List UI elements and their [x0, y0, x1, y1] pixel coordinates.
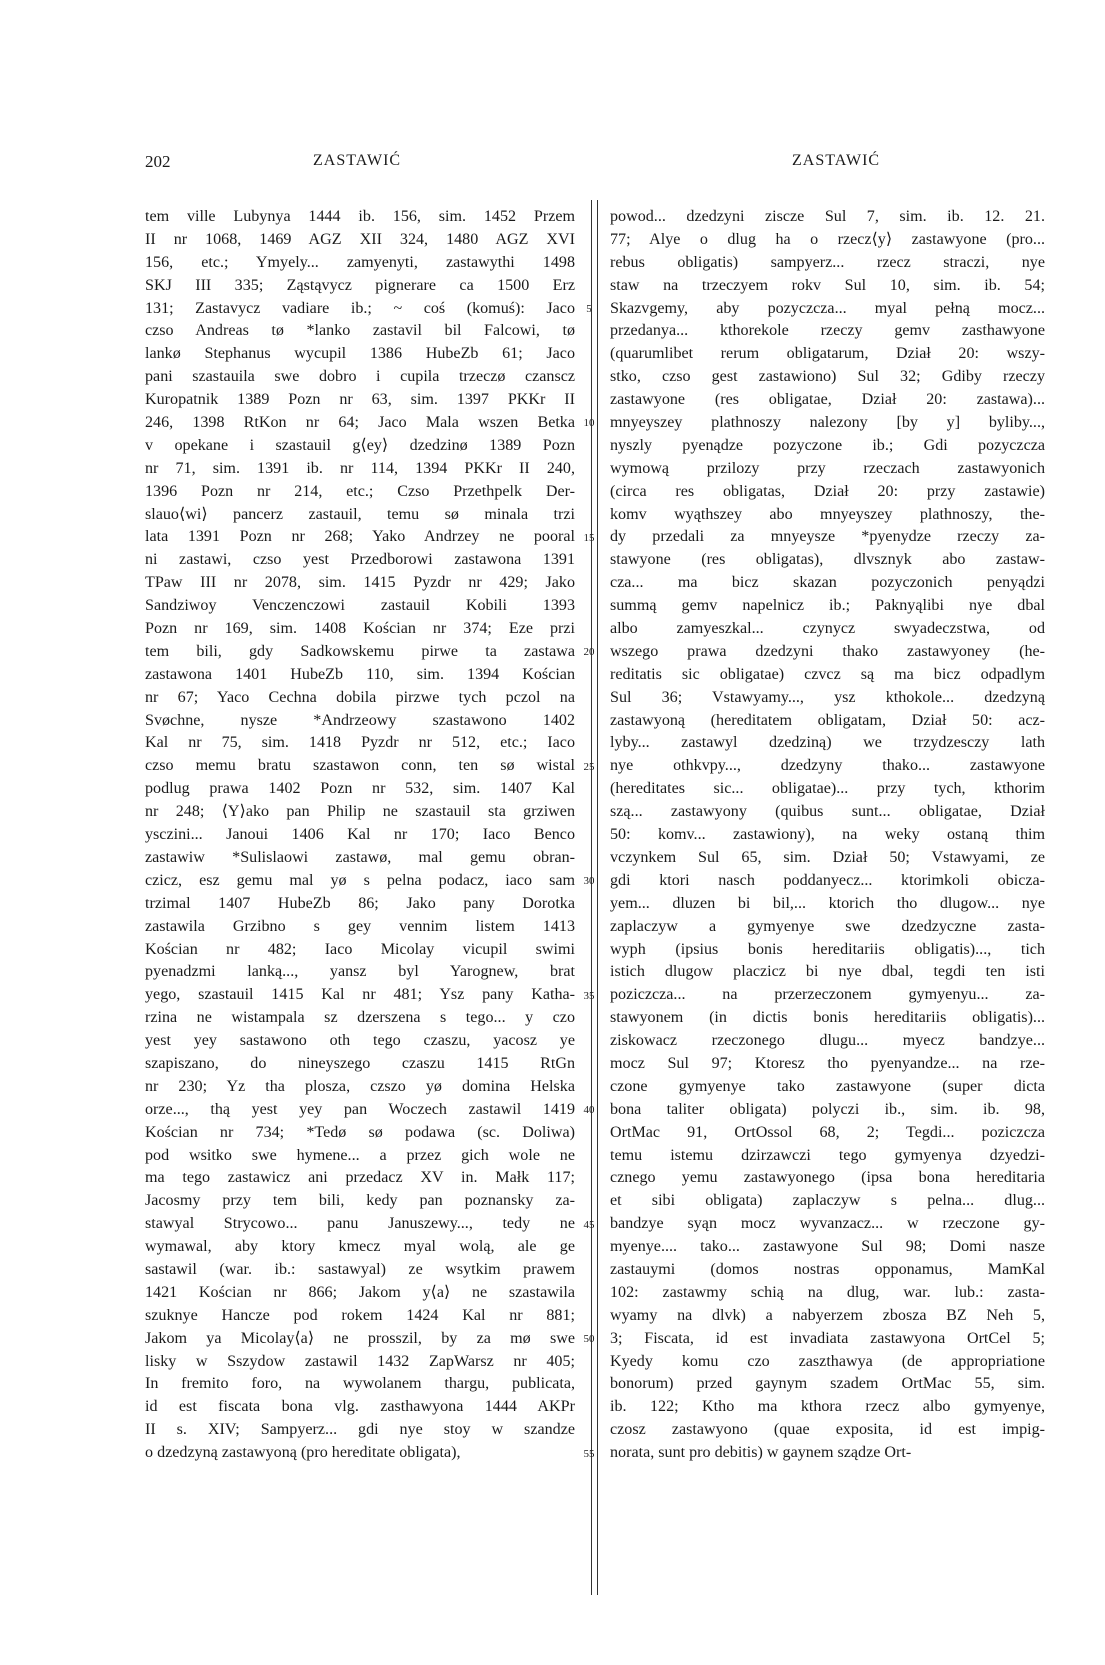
text-line: cza... ma bicz skazan pozyczonich penyądzi	[610, 574, 1045, 592]
text-line: rebus obligatis) sampyerz... rzecz straczi, nye	[610, 253, 1045, 271]
text-line: czso memu bratu szastawon conn, ten sø wistal	[145, 757, 575, 775]
line-number: 20	[583, 646, 595, 659]
text-line: nyszly pyenądze pozyczone ib.; Gdi pozyczcza	[610, 436, 1045, 454]
column-divider-left	[591, 200, 592, 1595]
text-line: cznego yemu zastawyonego (ipsa bona hereditaria	[610, 1169, 1045, 1187]
text-line: TPaw III nr 2078, sim. 1415 Pyzdr nr 429; Jako	[145, 574, 575, 592]
text-line: wyph (ipsius bonis hereditariis obligatis)..., tich	[610, 940, 1045, 958]
line-number: 5	[586, 302, 592, 315]
text-line: tem bili, gdy Sadkowskemu pirwe ta zastawa	[145, 642, 575, 660]
text-line: pyenadzmi lanką..., yansz byl Yarognew, brat	[145, 963, 575, 981]
text-line: et sibi obligata) zaplaczyw s pelna... dlug...	[610, 1192, 1045, 1210]
text-line: mnyeyszey plathnoszy nalezony [by y] byliby...,	[610, 414, 1045, 432]
text-line: stawyal Strycowo... panu Januszewy..., tedy ne	[145, 1215, 575, 1233]
page-number: 202	[145, 152, 171, 171]
text-line: yego, szastauil 1415 Kal nr 481; Ysz pany Katha-	[145, 986, 575, 1004]
text-line: ni zastawi, czso yest Przedborowi zastawona 1391	[145, 551, 575, 569]
text-line: 102: zastawmy schią na dlug, war. lub.: zasta-	[610, 1283, 1045, 1301]
line-number: 15	[583, 531, 595, 544]
text-line: Sandziwoy Venczenczowi zastauil Kobili 1393	[145, 597, 575, 615]
text-line: Jacosmy przy tem bili, kedy pan poznansky za-	[145, 1192, 575, 1210]
text-line: czone gymyenye tako zastawyone (super dicta	[610, 1077, 1045, 1095]
text-line: zastawyoną (hereditatem obligatam, Dział 50: acz-	[610, 711, 1045, 729]
text-line: rzina ne wistampala sz dzerszena s tego... y czo	[145, 1009, 575, 1027]
text-line: (hereditates sic... obligatae)... przy tych, kthorim	[610, 780, 1045, 798]
text-line: (circa res obligatas, Dział 20: przy zastawie)	[610, 482, 1045, 500]
text-line: II s. XIV; Sampyerz... gdi nye stoy w szandze	[145, 1421, 575, 1439]
text-line: pod wsitko swe hymene... a przez gich wole ne	[145, 1146, 575, 1164]
text-line: 131; Zastavycz vadiare ib.; ~ coś (komuś): Jaco	[145, 299, 575, 317]
text-line: Kyedy komu czo zaszthawya (de appropriatione	[610, 1352, 1045, 1370]
text-line: ma tego zastawicz ani przedacz XV in. Małk 117;	[145, 1169, 575, 1187]
text-line: vczynkem Sul 65, sim. Dział 50; Vstawyami, ze	[610, 848, 1045, 866]
text-line: szapiszano, do nineyszego czaszu 1415 RtGn	[145, 1054, 575, 1072]
text-line: nr 248; ⟨Y⟩ako pan Philip ne szastauil sta grziwen	[145, 803, 575, 821]
text-line: 3; Fiscata, id est invadiata zastawyona OrtCel 5;	[610, 1329, 1045, 1347]
text-line: 246, 1398 RtKon nr 64; Jaco Mala wszen Betka	[145, 414, 575, 432]
text-line: Kościan nr 482; Iaco Micolay vicupil swimi	[145, 940, 575, 958]
text-line: yest yey sastawono oth tego czaszu, yacosz ye	[145, 1032, 575, 1050]
text-line: nr 71, sim. 1391 ib. nr 114, 1394 PKKr II 240,	[145, 459, 575, 477]
text-line: lyby... zastawyl dzedziną) we trzydzesczy lath	[610, 734, 1045, 752]
text-line: wyamy na dlvk) a nabyerzem zbosza BZ Neh 5,	[610, 1306, 1045, 1324]
text-line: Pozn nr 169, sim. 1408 Kościan nr 374; Eze przi	[145, 620, 575, 638]
text-line: In fremito foro, na wywolanem thargu, publicata,	[145, 1375, 575, 1393]
text-line: bandzye syąn mocz wyvanzacz... w rzeczone gy-	[610, 1215, 1045, 1233]
text-line: wymawal, aby ktory kmecz myal wolą, ale ge	[145, 1238, 575, 1256]
text-line: nr 67; Yaco Cechna dobila pirzwe tych pczol na	[145, 688, 575, 706]
text-line: o dzedzyną zastawyoną (pro hereditate obligata),	[145, 1444, 461, 1462]
text-line: stawyone (res obligatas), dlvsznyk abo zastaw-	[610, 551, 1045, 569]
text-line: Kościan nr 734; *Tedø sø podawa (sc. Doliwa)	[145, 1123, 575, 1141]
text-line: Jakom ya Micolay⟨a⟩ ne prosszil, by za mø swe	[145, 1329, 575, 1347]
text-line: bona taliter obligata) polyczi ib., sim. ib. 98,	[610, 1100, 1045, 1118]
text-line: przedanya... kthorekole rzeczy gemv zasthawyone	[610, 322, 1045, 340]
text-line: pani szastauila swe dobro i cupila trzeczø czanscz	[145, 368, 575, 386]
text-line: albo zamyeszkal... czynycz swyadeczstwa, od	[610, 620, 1045, 638]
text-line: id est fiscata bona vlg. zasthawyona 1444 AKPr	[145, 1398, 575, 1416]
text-line: SKJ III 335; Ząstąvycz pignerare ca 1500 Erz	[145, 276, 575, 294]
text-line: podlug prawa 1402 Pozn nr 532, sim. 1407 Kal	[145, 780, 575, 798]
text-line: orze..., thą yest yey pan Woczech zastawil 1419	[145, 1100, 575, 1118]
text-line: summą gemv napelnicz ib.; Paknyąlibi nye dbal	[610, 597, 1045, 615]
text-line: ib. 122; Ktho ma kthora rzecz albo gymyenye,	[610, 1398, 1045, 1416]
text-line: reditatis sic obligatae) czvcz są ma bicz odpadlym	[610, 665, 1045, 683]
line-number: 10	[583, 417, 595, 430]
text-line: trzimal 1407 HubeZb 86; Jako pany Dorotka	[145, 894, 575, 912]
line-number: 45	[583, 1218, 595, 1231]
text-line: zastawila Grzibno s gey vennim listem 1413	[145, 917, 575, 935]
text-line: szuknye Hancze pod rokem 1424 Kal nr 881;	[145, 1306, 575, 1324]
text-line: OrtMac 91, OrtOssol 68, 2; Tegdi... poziczcza	[610, 1123, 1045, 1141]
text-line: Kal nr 75, sim. 1418 Pyzdr nr 512, etc.; Iaco	[145, 734, 575, 752]
text-line: bonorum) przed gaynym szadem OrtMac 55, sim.	[610, 1375, 1045, 1393]
text-line: szą... zastawyony (quibus sunt... obligatae, Dział	[610, 803, 1045, 821]
text-line: poziczcza... na przerzeczonem gymyenyu... za-	[610, 986, 1045, 1004]
text-line: norata, sunt pro debitis) w gaynem sządze Ort-	[610, 1444, 912, 1462]
text-line: Kuropatnik 1389 Pozn nr 63, sim. 1397 PKKr II	[145, 391, 575, 409]
text-line: czicz, esz gemu mal yø s pelna podacz, iaco sam	[145, 871, 575, 889]
text-line: lata 1391 Pozn nr 268; Yako Andrzey ne pooral	[145, 528, 575, 546]
text-line: ziskowacz rzeczonego dlugu... myecz bandzye...	[610, 1032, 1045, 1050]
text-line: zastawiw *Sulislaowi zastawø, mal gemu obran-	[145, 848, 575, 866]
text-line: lankø Stephanus wycupil 1386 HubeZb 61; Jaco	[145, 345, 575, 363]
text-line: zastauymi (domos nostras opponamus, MamKal	[610, 1260, 1045, 1278]
text-line: yem... dluzen bi bil,... ktorich tho dlugow... nye	[610, 894, 1045, 912]
text-line: Sul 36; Vstawyamy..., ysz kthokole... dzedzyną	[610, 688, 1045, 706]
text-line: wymową przilozy przy rzeczach zastawyonich	[610, 459, 1045, 477]
text-line: sastawil (war. ib.: sastawyal) ze wsytkim prawem	[145, 1260, 575, 1278]
text-line: istich dlugow placzicz bi nye dbal, tegdi ten isti	[610, 963, 1045, 981]
text-line: Skazvgemy, aby pozyczcza... myal pełną mocz...	[610, 299, 1045, 317]
text-line: mocz Sul 97; Ktoresz tho pyenyandze... na rze-	[610, 1054, 1045, 1072]
text-line: gdi ktori nasch poddanyecz... ktorimkoli obicza-	[610, 871, 1045, 889]
text-line: tem ville Lubynya 1444 ib. 156, sim. 1452 Przem	[145, 208, 575, 225]
text-line: (quarumlibet rerum obligatarum, Dział 20: wszy-	[610, 345, 1045, 363]
text-line: zaplaczyw a gymyenye swe dzedzyczne zasta-	[610, 917, 1045, 935]
right-column	[610, 206, 1045, 1465]
line-number: 55	[583, 1447, 595, 1460]
left-column	[145, 206, 575, 1465]
line-number: 50	[583, 1333, 595, 1346]
line-number: 30	[583, 875, 595, 888]
running-head-right: ZASTAWIĆ	[792, 152, 881, 169]
text-line: zastawona 1401 HubeZb 110, sim. 1394 Kościan	[145, 665, 575, 683]
column-divider-right	[597, 200, 598, 1595]
text-line: 50: komv... zastawiony), na weky ostaną thim	[610, 826, 1045, 844]
text-line: myenye.... tako... zastawyone Sul 98; Domi nasze	[610, 1238, 1045, 1256]
text-line: lisky w Sszydow zastawil 1432 ZapWarsz nr 405;	[145, 1352, 575, 1370]
text-line: nye othkvpy..., dzedzyny thako... zastawyone	[610, 757, 1045, 775]
text-line: czso Andreas tø *lanko zastavil bil Falcowi, tø	[145, 322, 575, 340]
text-line: czosz zastawyono (quae exposita, id est impig-	[610, 1421, 1045, 1439]
text-line: zastawyone (res obligatae, Dział 20: zastawa)...	[610, 391, 1045, 409]
text-line: 1421 Kościan nr 866; Jakom y⟨a⟩ ne szastawila	[145, 1283, 575, 1301]
text-line: temu istemu dzirzawczi tego gymyenya dzyedzi-	[610, 1146, 1045, 1164]
text-line: powod... dzedzyni ziscze Sul 7, sim. ib. 12. 21.	[610, 208, 1045, 225]
text-line: stawyonem (in dictis bonis hereditariis obligatis)...	[610, 1009, 1045, 1027]
text-line: 1396 Pozn nr 214, etc.; Czso Przethpelk Der-	[145, 482, 575, 500]
line-number: 25	[583, 760, 595, 773]
text-line: nr 230; Yz tha plosza, czszo yø domina Helska	[145, 1077, 575, 1095]
text-line: komv wyąthszey abo mnyeyszey plathnoszy, the-	[610, 505, 1045, 523]
text-line: dy przedali za mnyeysze *pyenydze rzeczy za-	[610, 528, 1045, 546]
text-line: ysczini... Janoui 1406 Kal nr 170; Iaco Benco	[145, 826, 575, 844]
text-line: staw na trzeczyem rokv Sul 10, sim. ib. 54;	[610, 276, 1045, 294]
text-line: slauo⟨wi⟩ pancerz zastauil, temu sø minala trzi	[145, 505, 575, 523]
text-line: Svøchne, nysze *Andrzeowy szastawono 1402	[145, 711, 575, 729]
line-number: 35	[583, 989, 595, 1002]
running-head-left: ZASTAWIĆ	[313, 152, 402, 169]
line-number: 40	[583, 1104, 595, 1117]
text-line: 77; Alye o dlug ha o rzecz⟨y⟩ zastawyone (pro...	[610, 230, 1045, 248]
text-line: wszego prawa dzedzyni thako zastawyoney (he-	[610, 642, 1045, 660]
text-line: v opekane i szastauil g⟨ey⟩ dzedzinø 1389 Pozn	[145, 436, 575, 454]
text-line: 156, etc.; Ymyely... zamyenyti, zastawythi 1498	[145, 253, 575, 271]
text-line: II nr 1068, 1469 AGZ XII 324, 1480 AGZ XVI	[145, 230, 575, 248]
text-line: stko, czso gest zastawiono) Sul 32; Gdiby rzeczy	[610, 368, 1045, 386]
